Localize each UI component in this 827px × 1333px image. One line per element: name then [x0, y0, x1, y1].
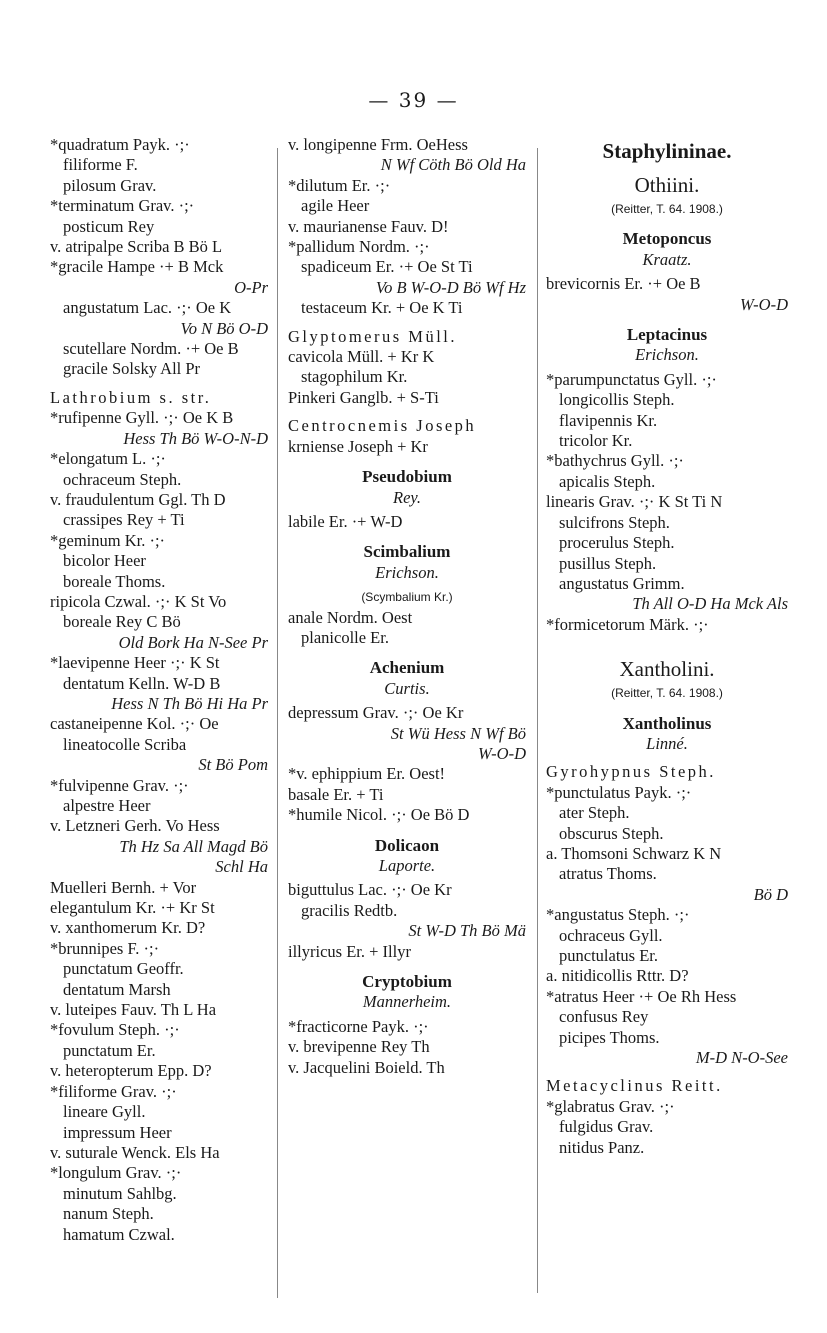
entry-line: hamatum Czwal.	[63, 1224, 175, 1244]
entry-line: ater Steph.	[559, 803, 630, 823]
entry-line: boreale Rey C Bö	[63, 612, 181, 632]
distribution-line: Vo N Bö O-D	[180, 318, 268, 338]
entry-line: v. heteropterum Epp. D?	[50, 1061, 212, 1081]
entry-line: krniense Joseph + Kr	[288, 436, 428, 456]
entry-line: picipes Thoms.	[559, 1027, 660, 1047]
subgenus-heading: Centrocnemis Joseph	[288, 416, 477, 436]
entry-line: v. fraudulentum Ggl. Th D	[50, 489, 226, 509]
entry-line: scutellare Nordm. ·+ Oe B	[63, 339, 239, 359]
distribution-line: Hess Th Bö W-O-N-D	[123, 428, 268, 448]
author-heading: Mannerheim.	[362, 992, 452, 1012]
entry-line: pusillus Steph.	[559, 553, 657, 573]
entry-line: *formicetorum Märk. ·;·	[546, 614, 709, 634]
author-heading: Rey.	[393, 487, 421, 507]
page-number: — 39 —	[368, 88, 459, 112]
distribution-line: Hess N Th Bö Hi Ha Pr	[111, 693, 268, 713]
tribe-heading: Othiini.	[634, 173, 700, 197]
entry-line: Muelleri Bernh. + Vor	[50, 877, 197, 897]
entry-line: obscurus Steph.	[559, 823, 664, 843]
entry-line: v. luteipes Fauv. Th L Ha	[50, 1000, 217, 1020]
entry-line: flavipennis Kr.	[559, 410, 658, 430]
entry-line: *elongatum L. ·;·	[50, 449, 166, 469]
distribution-line: Schl Ha	[215, 857, 268, 877]
entry-line: *longulum Grav. ·;·	[50, 1163, 182, 1183]
entry-line: *rufipenne Gyll. ·;· Oe K B	[50, 408, 234, 428]
distribution-line: Old Bork Ha N-See Pr	[118, 632, 268, 652]
distribution-line: N Wf Cöth Bö Old Ha	[380, 155, 526, 175]
entry-line: filiforme F.	[63, 155, 138, 175]
entry-line: punctatum Er.	[63, 1040, 156, 1060]
entry-line: *angustatus Steph. ·;·	[546, 905, 690, 925]
entry-line: *laevipenne Heer ·;· K St	[50, 653, 220, 673]
entry-line: *parumpunctatus Gyll. ·;·	[546, 369, 717, 389]
distribution-line: O-Pr	[234, 277, 268, 297]
author-heading: Laporte.	[378, 856, 436, 875]
entry-line: boreale Thoms.	[63, 571, 166, 591]
entry-line: cavicola Müll. + Kr K	[288, 347, 435, 367]
author-heading: Curtis.	[384, 678, 430, 698]
entry-line: procerulus Steph.	[559, 533, 675, 553]
entry-line: angustatus Grimm.	[559, 573, 685, 593]
entry-line: v. xanthomerum Kr. D?	[50, 918, 206, 938]
distribution-line: Th All O-D Ha Mck Als	[632, 594, 788, 614]
entry-line: v. suturale Wenck. Els Ha	[50, 1142, 220, 1162]
author-heading: Linné.	[646, 733, 688, 753]
entry-line: *humile Nicol. ·;· Oe Bö D	[288, 805, 470, 825]
genus-heading: Leptacinus	[626, 325, 708, 345]
distribution-line: Th Hz Sa All Magd Bö	[119, 836, 268, 856]
entry-line: fulgidus Grav.	[559, 1117, 654, 1137]
entry-line: elegantulum Kr. ·+ Kr St	[50, 898, 215, 918]
entry-line: *dilutum Er. ·;·	[288, 175, 391, 195]
entry-line: v. maurianense Fauv. D!	[288, 216, 449, 236]
entry-line: anale Nordm. Oest	[288, 607, 413, 627]
entry-line: brevicornis Er. ·+ Oe B	[546, 274, 701, 294]
column-middle	[288, 135, 526, 1078]
reference-note: (Reitter, T. 64. 1908.)	[611, 686, 723, 701]
entry-line: *pallidum Nordm. ·;·	[288, 237, 430, 257]
entry-line: atratus Thoms.	[559, 864, 657, 884]
entry-line: *fracticorne Payk. ·;·	[288, 1016, 429, 1036]
entry-line: *v. ephippium Er. Oest!	[288, 764, 446, 784]
entry-line: gracile Solsky All Pr	[63, 359, 201, 379]
entry-line: *atratus Heer ·+ Oe Rh Hess	[546, 986, 737, 1006]
entry-line: sulcifrons Steph.	[559, 512, 670, 532]
entry-line: minutum Sahlbg.	[63, 1183, 177, 1203]
subgenus-heading: Gyrohypnus Steph.	[546, 762, 716, 782]
column-left	[50, 135, 268, 1245]
genus-heading: Cryptobium	[362, 972, 452, 992]
entry-line: tricolor Kr.	[559, 431, 633, 451]
genus-heading: Achenium	[369, 658, 445, 678]
entry-line: apicalis Steph.	[559, 471, 656, 491]
entry-line: posticum Rey	[63, 216, 155, 236]
author-heading: Erichson.	[635, 345, 699, 365]
entry-line: v. brevipenne Rey Th	[288, 1037, 430, 1057]
entry-line: planicolle Er.	[301, 627, 389, 647]
entry-line: *fovulum Steph. ·;·	[50, 1020, 180, 1040]
entry-line: bicolor Heer	[63, 551, 146, 571]
entry-line: pilosum Grav.	[63, 175, 157, 195]
reference-note: (Reitter, T. 64. 1908.)	[611, 202, 723, 216]
entry-line: lineare Gyll.	[63, 1102, 146, 1122]
column-right	[546, 135, 788, 1158]
entry-line: dentatum Kelln. W-D B	[63, 673, 221, 693]
entry-line: *quadratum Payk. ·;·	[50, 135, 190, 154]
distribution-line: St Bö Pom	[198, 755, 268, 775]
entry-line: confusus Rey	[559, 1007, 649, 1027]
entry-line: *gracile Hampe ·+ B Mck	[50, 257, 224, 277]
entry-line: ochraceus Gyll.	[559, 925, 663, 945]
entry-line: a. nitidicollis Rttr. D?	[546, 966, 689, 986]
author-heading: Kraatz.	[642, 249, 692, 269]
distribution-line: St W-D Th Bö Mä	[408, 921, 526, 941]
entry-line: depressum Grav. ·;· Oe Kr	[288, 703, 464, 723]
entry-line: ripicola Czwal. ·;· K St Vo	[50, 591, 227, 611]
entry-line: lineatocolle Scriba	[63, 734, 187, 754]
spacer	[546, 635, 788, 649]
entry-line: linearis Grav. ·;· K St Ti N	[546, 492, 723, 512]
distribution-line: M-D N-O-See	[695, 1048, 788, 1068]
distribution-line: W-O-D	[478, 743, 526, 763]
entry-line: *fulvipenne Grav. ·;·	[50, 775, 189, 795]
tribe-heading: Xantholini.	[619, 657, 715, 682]
entry-line: basale Er. + Ti	[288, 784, 384, 804]
entry-line: a. Thomsoni Schwarz K N	[546, 843, 722, 863]
entry-line: gracilis Redtb.	[301, 900, 398, 920]
distribution-line: St Wü Hess N Wf Bö	[390, 723, 526, 743]
subfamily-heading: Staphylininae.	[602, 139, 732, 163]
column-divider	[277, 148, 278, 1298]
distribution-line: Bö D	[753, 884, 788, 904]
entry-line: ochraceum Steph.	[63, 469, 182, 489]
entry-line: *punctulatus Payk. ·;·	[546, 782, 692, 802]
author-heading: Erichson.	[375, 562, 439, 582]
distribution-line: Vo B W-O-D Bö Wf Hz	[375, 277, 526, 297]
column-divider	[537, 148, 538, 1293]
genus-heading: Dolicaon	[374, 835, 440, 855]
entry-line: v. Jacquelini Boield. Th	[288, 1057, 445, 1077]
entry-line: illyricus Er. + Illyr	[288, 941, 411, 961]
entry-line: stagophilum Kr.	[301, 367, 408, 387]
entry-line: angustatum Lac. ·;· Oe K	[63, 298, 232, 318]
entry-line: *geminum Kr. ·;·	[50, 530, 166, 550]
subgenus-heading: Metacyclinus Reitt.	[546, 1076, 723, 1096]
entry-line: *filiforme Grav. ·;·	[50, 1081, 177, 1101]
entry-line: testaceum Kr. + Oe K Ti	[301, 298, 463, 318]
subgenus-heading: Lathrobium s. str.	[50, 387, 212, 407]
entry-line: alpestre Heer	[63, 796, 151, 815]
entry-line: labile Er. ·+ W-D	[288, 511, 403, 531]
entry-line: *glabratus Grav. ·;·	[546, 1096, 675, 1116]
genus-heading: Scimbalium	[363, 542, 451, 562]
entry-line: dentatum Marsh	[63, 979, 171, 999]
entry-line: spadiceum Er. ·+ Oe St Ti	[301, 257, 473, 277]
entry-line: punctatum Geoffr.	[63, 959, 184, 979]
entry-line: v. Letzneri Gerh. Vo Hess	[50, 816, 220, 836]
genus-heading: Xantholinus	[622, 713, 712, 733]
entry-line: *terminatum Grav. ·;·	[50, 196, 195, 216]
subgenus-heading: Glyptomerus Müll.	[288, 326, 457, 346]
distribution-line: W-O-D	[740, 294, 788, 314]
entry-line: punctulatus Er.	[559, 946, 658, 965]
entry-line: impressum Heer	[63, 1122, 172, 1142]
entry-line: agile Heer	[301, 196, 370, 216]
genus-heading: Metoponcus	[622, 229, 712, 249]
entry-line: crassipes Rey + Ti	[63, 510, 185, 530]
entry-line: longicollis Steph.	[559, 390, 675, 410]
entry-line: castaneipenne Kol. ·;· Oe	[50, 714, 219, 734]
entry-line: nanum Steph.	[63, 1204, 154, 1224]
entry-line: *bathychrus Gyll. ·;·	[546, 451, 684, 471]
entry-line: Pinkeri Ganglb. + S-Ti	[288, 387, 439, 407]
entry-line: v. longipenne Frm. OeHess	[288, 135, 468, 154]
entry-line: biguttulus Lac. ·;· Oe Kr	[288, 880, 452, 900]
genus-heading: Pseudobium	[362, 467, 452, 487]
entry-line: nitidus Panz.	[559, 1137, 645, 1157]
entry-line: *brunnipes F. ·;·	[50, 938, 160, 958]
entry-line: v. atripalpe Scriba B Bö L	[50, 237, 223, 257]
reference-note: (Scymbalium Kr.)	[361, 590, 453, 605]
